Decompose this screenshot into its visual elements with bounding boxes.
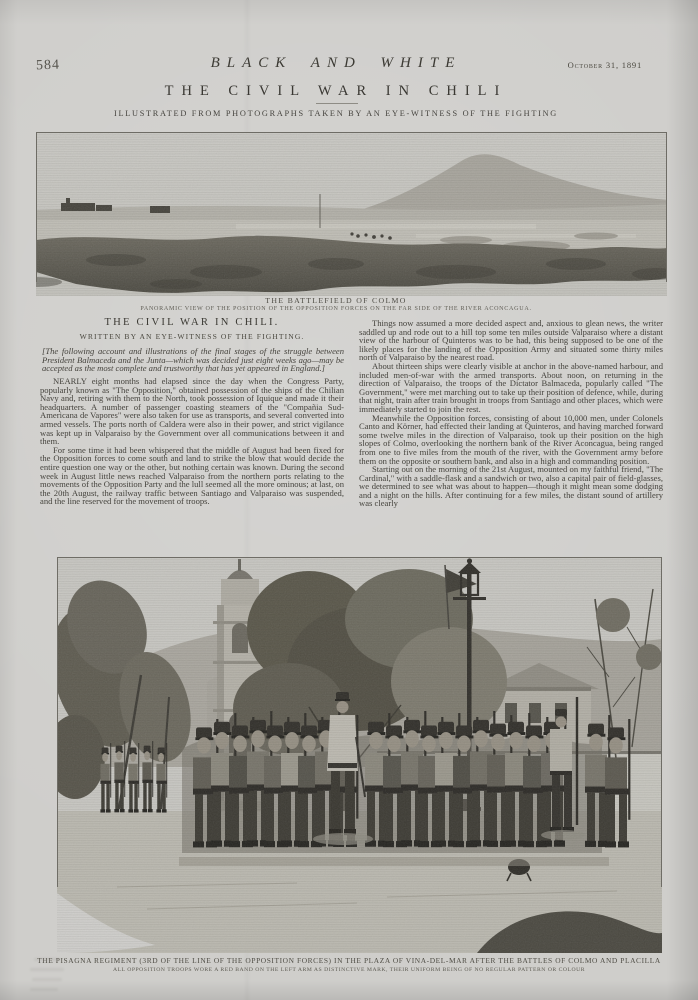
issue-date: October 31, 1891: [567, 60, 642, 70]
title-rule: [316, 103, 358, 104]
article-subtitle: ILLUSTRATED FROM PHOTOGRAPHS TAKEN BY AN EYE-WITNESS OF THE FIGHTING: [114, 109, 558, 118]
battlefield-subcaption: PANORAMIC VIEW OF THE POSITION OF THE OPPOSITION FORCES ON THE FAR SIDE OF THE RIVER ACONCAGUA.: [140, 306, 532, 312]
right-column: [359, 319, 663, 508]
regiment-subcaption: ALL OPPOSITION TROOPS WORE A RED BAND ON THE LEFT ARM AS DISTINCTIVE MARK, THEIR UNIFORM BEING OF NO REGULAR PATTERN OR COLOUR: [112, 967, 586, 973]
paragraph: For some time it had been whispered that the middle of August had been fixed for the Opposition forces to come south and land to strike the blow that would decide the entire question one way or the other, but nothing certain was known. During the second week in August little news reached Valparaiso from the northern ports relating to the movements of the Opposition Party and the lull seemed all the more ominous; at last, on the 20th August, the railway traffic between Santiago and Valparaiso was suspended, and the line reserved for the movement of troops.: [40, 444, 344, 507]
paragraph: About thirteen ships were clearly visible at anchor in the above-named harbour, and included men-of-war with the armed transports. About noon, on returning in the direction of Valparaiso, the troops of the Dictator Balmaceda, popularly called "The Government," were met marching out to take up their position of defence, while, during that night, train after train brought in troops from Santiago and other places, which were immediately started to join the rest.: [359, 360, 663, 414]
illustration-battlefield-of-colmo: [36, 132, 667, 296]
editor-note: [The following account and illustrations of the final stages of the struggle between President Balmaceda and the Junta—which was decided just eight weeks ago—may be accepted as the most complete and trustworthy that has yet appeared in England.]: [42, 346, 344, 374]
battlefield-engraving: [36, 132, 667, 296]
paragraph: Things now assumed a more decided aspect and, anxious to glean news, the writer saddled up and rode out to a hill top some ten miles outside Valparaiso where a distant view of the harbour of Quinteros was to be had, this being supposed to be one of the likely places for the landing of the Opposition Army and situated some thirty miles north of Valparaiso by the nearest road.: [359, 318, 663, 363]
column-byline: WRITTEN BY AN EYE-WITNESS OF THE FIGHTING.: [79, 331, 305, 341]
left-column: [40, 319, 344, 508]
column-heading: THE CIVIL WAR IN CHILI.: [104, 317, 280, 328]
article-body: [40, 319, 664, 508]
battlefield-caption: THE BATTLEFIELD OF COLMO: [265, 296, 407, 305]
print-show-through: [30, 968, 64, 971]
paragraph: Meanwhile the Opposition forces, consisting of about 10,000 men, under Colonels Canto and Körner, had effected their landing at Quinteros, and having marched forward some twelve miles in the direction of Valparaiso, took up their position on the high slopes of Colmo, overlooking the northern bank of the River Aconcagua, being ranged from one to five miles from the mouth of the river, with the Government army before them on the opposite or southern bank, and also in a high and commanding position.: [359, 412, 663, 466]
print-show-through: [30, 988, 58, 991]
print-show-through: [34, 958, 60, 961]
illustration-pisagna-regiment: [57, 557, 662, 953]
print-show-through: [32, 978, 62, 981]
regiment-caption: THE PISAGNA REGIMENT (3RD OF THE LINE OF THE OPPOSITION FORCES) IN THE PLAZA OF VINA-DEL-MAR AFTER THE BATTLES OF COLMO AND PLACILLA: [37, 956, 661, 965]
paragraph: Starting out on the morning of the 21st August, mounted on my faithful friend, "The Cardinal," with a saddle-flask and a sandwich or two, also a capital pair of field-glasses, we determined to see what was about to happen—though it might mean some dodging and a night on the hills. After continuing for a few miles, the distant sound of artillery was clearly: [359, 464, 663, 509]
masthead-title: BLACK AND WHITE: [210, 55, 462, 71]
paragraph: NEARLY eight months had elapsed since the day when the Congress Party, popularly known as "The Opposition," obtained possession of the ships of the Chilian Navy and, retiring with them to the North, took possession of Iquique and made it their headquarters. A number of passenger coasting steamers of the "Compañia Sud-Americana de Vapores" were also taken for use as transports, and several converted into armed vessels. The ports north of Caldera were also in their power, and strict vigilance was kept up in Valparaiso by the Government over all communications between it and them.: [40, 375, 344, 447]
page-number: 584: [35, 57, 61, 74]
article-title: THE CIVIL WAR IN CHILI: [164, 83, 508, 99]
regiment-engraving: [57, 557, 662, 953]
